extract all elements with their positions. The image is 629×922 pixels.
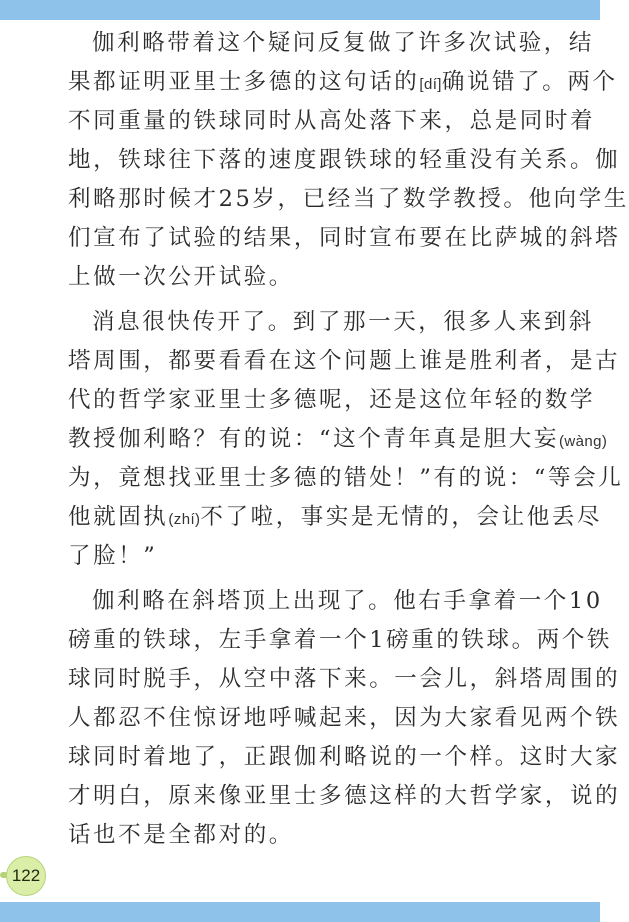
text-segment: 话也不是全都对的。 bbox=[68, 822, 294, 848]
text-line bbox=[68, 498, 603, 537]
text-line bbox=[68, 63, 618, 102]
text-line bbox=[68, 24, 595, 63]
paragraph bbox=[68, 303, 624, 576]
text-segment: 消息很快传开了。到了那一天，很多人来到斜 bbox=[92, 309, 595, 335]
text-segment: 伽利略在斜塔顶上出现了。他右手拿着一个10 bbox=[92, 588, 603, 614]
pinyin-annotation: [dí] bbox=[419, 76, 442, 93]
text-segment: 利略那时候才25岁，已经当了数学教授。他向学生 bbox=[68, 186, 629, 212]
text-line bbox=[68, 816, 573, 855]
text-line bbox=[68, 381, 596, 420]
text-segment: 代的哲学家亚里士多德呢，还是这位年轻的数学 bbox=[68, 387, 596, 413]
text-segment: 塔周围，都要看看在这个问题上谁是胜利者，是古 bbox=[68, 348, 621, 374]
document-body bbox=[68, 24, 629, 861]
text-line bbox=[68, 219, 621, 258]
bottom-color-band bbox=[0, 902, 600, 922]
text-line bbox=[68, 303, 595, 342]
text-segment: 教授伽利略？有的说：“这个青年真是胆大妄 bbox=[68, 426, 560, 452]
text-line bbox=[68, 258, 573, 297]
text-line bbox=[68, 660, 621, 699]
text-line bbox=[68, 459, 624, 498]
page-number-badge bbox=[6, 856, 46, 896]
text-segment: 才明白，原来像亚里士多德这样的大哲学家，说的 bbox=[68, 783, 621, 809]
text-line bbox=[68, 699, 621, 738]
text-segment: 不了啦，事实是无情的，会让他丢尽 bbox=[200, 504, 603, 530]
text-line bbox=[68, 180, 629, 219]
text-line bbox=[68, 621, 613, 660]
text-line bbox=[68, 342, 621, 381]
text-segment: 不同重量的铁球同时从高处落下来，总是同时着 bbox=[68, 108, 596, 134]
text-segment: 他就固执 bbox=[68, 504, 169, 530]
text-line bbox=[68, 537, 573, 576]
text-segment: 球同时脱手，从空中落下来。一会儿，斜塔周围的 bbox=[68, 666, 621, 692]
text-line bbox=[68, 102, 596, 141]
top-color-band bbox=[0, 0, 600, 20]
text-line bbox=[68, 582, 603, 621]
text-segment: 球同时着地了，正跟伽利略说的一个样。这时大家 bbox=[68, 744, 621, 770]
text-segment: 们宣布了试验的结果，同时宣布要在比萨城的斜塔 bbox=[68, 225, 621, 251]
paragraph bbox=[68, 24, 629, 297]
page-number: 122 bbox=[11, 866, 41, 885]
text-line bbox=[68, 777, 621, 816]
text-segment: 人都忍不住惊讶地呼喊起来，因为大家看见两个铁 bbox=[68, 705, 621, 731]
text-segment: 了脸！” bbox=[68, 543, 158, 569]
text-segment: 为，竟想找亚里士多德的错处！”有的说：“等会儿 bbox=[68, 465, 624, 491]
text-segment: 果都证明亚里士多德的这句话的 bbox=[68, 69, 420, 95]
text-segment: 伽利略带着这个疑问反复做了许多次试验，结 bbox=[92, 30, 595, 56]
pinyin-annotation: (zhí) bbox=[168, 511, 201, 528]
text-segment: 确说错了。两个 bbox=[441, 69, 618, 95]
text-line bbox=[68, 420, 608, 459]
text-segment: 地，铁球往下落的速度跟铁球的轻重没有关系。伽 bbox=[68, 147, 621, 173]
text-line bbox=[68, 738, 621, 777]
text-segment: 上做一次公开试验。 bbox=[68, 264, 294, 290]
paragraph bbox=[68, 582, 621, 855]
text-line bbox=[68, 141, 621, 180]
pinyin-annotation: (wàng) bbox=[559, 433, 608, 450]
text-segment: 磅重的铁球，左手拿着一个1磅重的铁球。两个铁 bbox=[68, 627, 613, 653]
